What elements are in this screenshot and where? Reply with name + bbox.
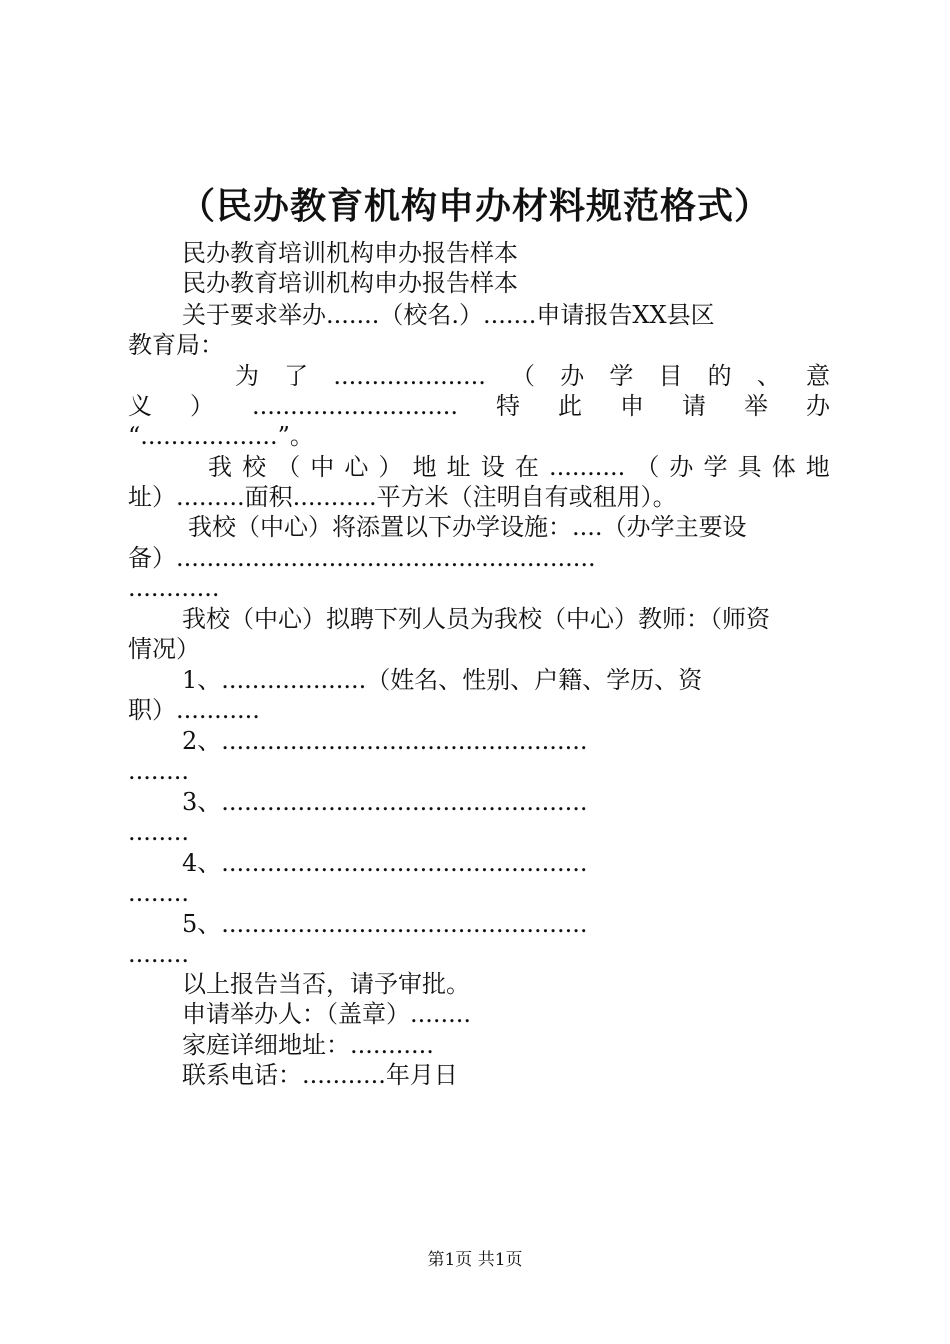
purpose-line-2: 义 ） ........................... 特 此 申 请 举 办 xyxy=(128,392,830,420)
teacher-item-5-line-2: ........ xyxy=(128,940,190,968)
report-heading-line-2: 教育局： xyxy=(128,331,224,359)
phone-date-line: 联系电话：...........年月日 xyxy=(182,1061,458,1089)
purpose-line-1: 为 了 .................... （ 办 学 目 的 、 意 xyxy=(235,362,830,390)
purpose-line-3: “..................”。 xyxy=(128,422,314,450)
sample-line-2: 民办教育培训机构申办报告样本 xyxy=(182,269,518,297)
page-footer: 第1页 共1页 xyxy=(427,1250,523,1270)
teacher-item-4-line-2: ........ xyxy=(128,879,190,907)
address-line-2: 址）.........面积...........平方米（注明自有或租用）。 xyxy=(128,483,677,511)
teacher-item-4-line-1: 4、................................................ xyxy=(182,849,588,877)
teacher-item-2-line-1: 2、................................................ xyxy=(182,727,588,755)
approval-line: 以上报告当否，请予审批。 xyxy=(182,970,470,998)
report-heading-line-1: 关于要求举办.......（校名.）.......申请报告XX县区 xyxy=(182,301,715,329)
teacher-line-1: 我校（中心）拟聘下列人员为我校（中心）教师：（师资 xyxy=(182,605,770,633)
applicant-line: 申请举办人：（盖章）........ xyxy=(182,1000,472,1028)
sample-line-1: 民办教育培训机构申办报告样本 xyxy=(182,239,518,267)
facility-line-1: 我校（中心）将添置以下办学设施：....（办学主要设 xyxy=(188,513,747,541)
teacher-item-1-line-2: 职）........... xyxy=(128,696,260,724)
teacher-item-1-line-1: 1、...................（姓名、性别、户籍、学历、资 xyxy=(182,666,703,694)
facility-line-2: 备）....................................................... xyxy=(128,544,596,572)
home-address-line: 家庭详细地址：........... xyxy=(182,1031,434,1059)
teacher-item-3-line-1: 3、................................................ xyxy=(182,788,588,816)
facility-line-3: ............ xyxy=(128,574,220,602)
document-title: （民办教育机构申办材料规范格式） xyxy=(178,186,771,227)
teacher-item-3-line-2: ........ xyxy=(128,818,190,846)
teacher-line-2: 情况） xyxy=(128,635,200,663)
teacher-item-5-line-1: 5、................................................ xyxy=(182,910,588,938)
teacher-item-2-line-2: ........ xyxy=(128,757,190,785)
address-line-1: 我 校 （ 中 心 ） 地 址 设 在 .......... （ 办 学 具 体 地 xyxy=(208,453,830,481)
